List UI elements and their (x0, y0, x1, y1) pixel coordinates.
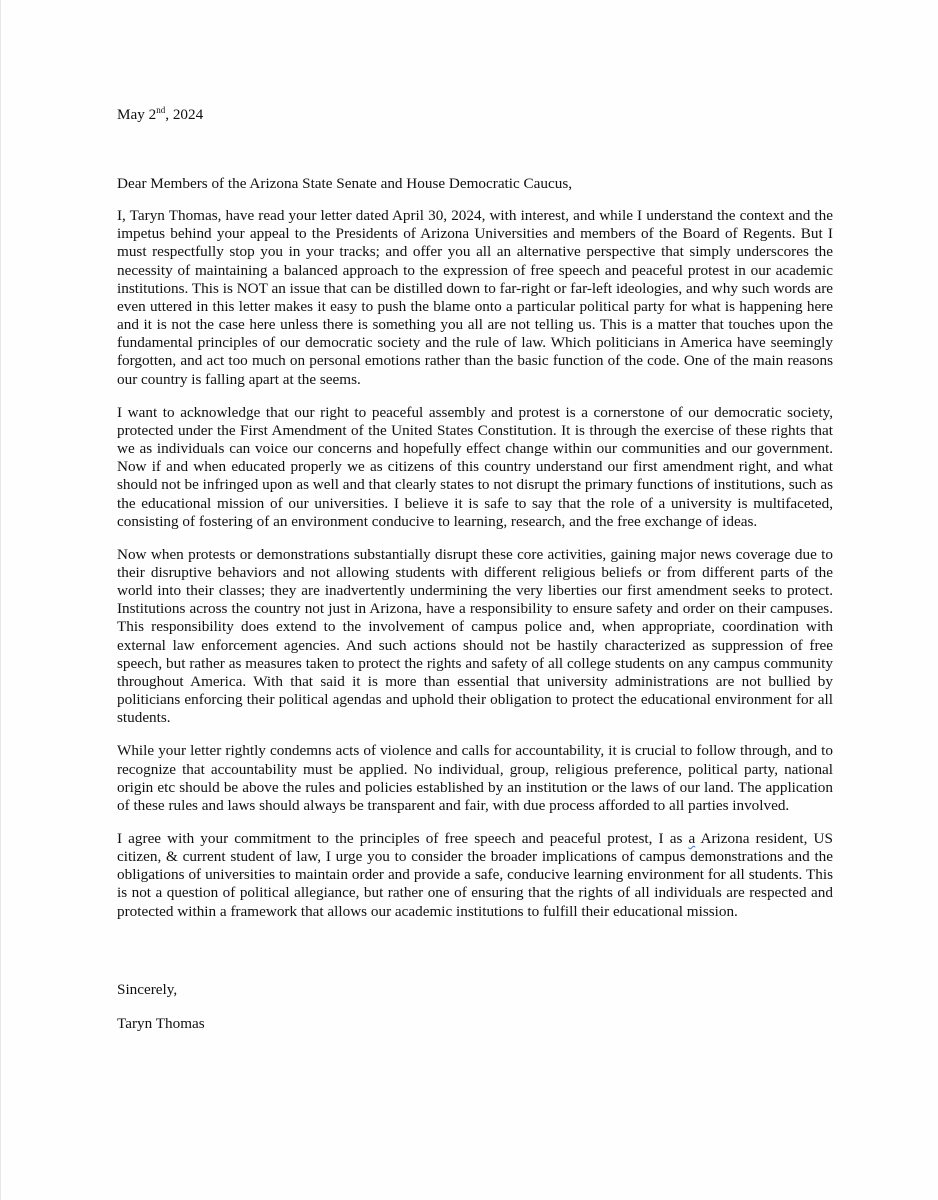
date-year: , 2024 (165, 106, 204, 123)
signature-name: Taryn Thomas (117, 1014, 205, 1032)
date-ordinal-suffix: nd (156, 104, 166, 115)
paragraph-1: I, Taryn Thomas, have read your letter dated April 30, 2024, with interest, and while I understand the context and the impetus behind your appeal to the Presidents of Arizona Universities and members of the Board of Regents. But I must respectfully stop you in your tracks; and offer you all an alternative perspective that simply underscores the necessity of maintaining a balanced approach to the expression of free speech and peaceful protest in our academic institutions. This is NOT an issue that can be distilled down to far-right or far-left ideologies, and why such words are even uttered in this letter makes it easy to push the blame onto a particular political party for what is happening here and it is not the case here unless there is something you all are not telling us. This is a matter that touches upon the fundamental principles of our democratic society and the rule of law. Which politicians in America have seemingly forgotten, and act too much on personal emotions rather than the basic function of the code. One of the main reasons our country is falling apart at the seems. (117, 207, 833, 388)
letter-body (117, 106, 833, 1033)
paragraph-5-start: I agree with your commitment to the principles of free speech and peaceful protest, I as (117, 830, 689, 847)
paragraph-5-end: Arizona resident, US citizen, & current student of law, I urge you to consider the broader implications of campus demonstrations and the obligations of universities to maintain order and provide a safe, conducive learning environment for all students. This is not a question of political allegiance, but rather one of ensuring that the rights of all individuals are respected and protected within a framework that allows our academic institutions to fulfill their educational mission. (117, 830, 833, 920)
spellcheck-flagged-word[interactable]: a (688, 830, 696, 847)
paragraph-5 (117, 830, 833, 921)
closing: Sincerely, (117, 980, 178, 998)
date-month-day: May 2 (117, 106, 157, 123)
paragraph-2: I want to acknowledge that our right to peaceful assembly and protest is a cornerstone of our democratic society, protected under the First Amendment of the United States Constitution. It is through the exercise of these rights that we as individuals can voice our concerns and hopefully effect change within our communities and our government. Now if and when educated properly we as citizens of this country understand our first amendment right, and what should not be infringed upon as well and that clearly states to not disrupt the primary functions of institutions, such as the educational mission of our universities. I believe it is safe to say that the role of a university is multifaceted, consisting of fostering of an environment conducive to learning, research, and the free exchange of ideas. (117, 403, 833, 530)
paragraph-3: Now when protests or demonstrations substantially disrupt these core activities, gaining major news coverage due to their disruptive behaviors and not allowing students with different religious beliefs or from different parts of the world into their classes; they are inadvertently undermining the very liberties our first amendment seeks to protect. Institutions across the country not just in Arizona, have a responsibility to ensure safety and order on their campuses. This responsibility does extend to the involvement of campus police and, when appropriate, coordination with external law enforcement agencies. And such actions should not be hastily characterized as suppression of free speech, but rather as measures taken to protect the rights and safety of all college students on any campus community throughout America. With that said it is more than essential that university administrations are not bullied by politicians enforcing their political agendas and uphold their obligation to protect the educational environment for all students. (117, 545, 833, 727)
salutation: Dear Members of the Arizona State Senate and House Democratic Caucus, (117, 175, 573, 192)
paragraph-4: While your letter rightly condemns acts of violence and calls for accountability, it is crucial to follow through, and to recognize that accountability must be applied. No individual, group, religious preference, political party, national origin etc should be above the rules and policies established by an institution or the laws of our land. The application of these rules and laws should always be transparent and fair, with due process afforded to all parties involved. (117, 742, 833, 814)
letter-date (117, 106, 833, 128)
